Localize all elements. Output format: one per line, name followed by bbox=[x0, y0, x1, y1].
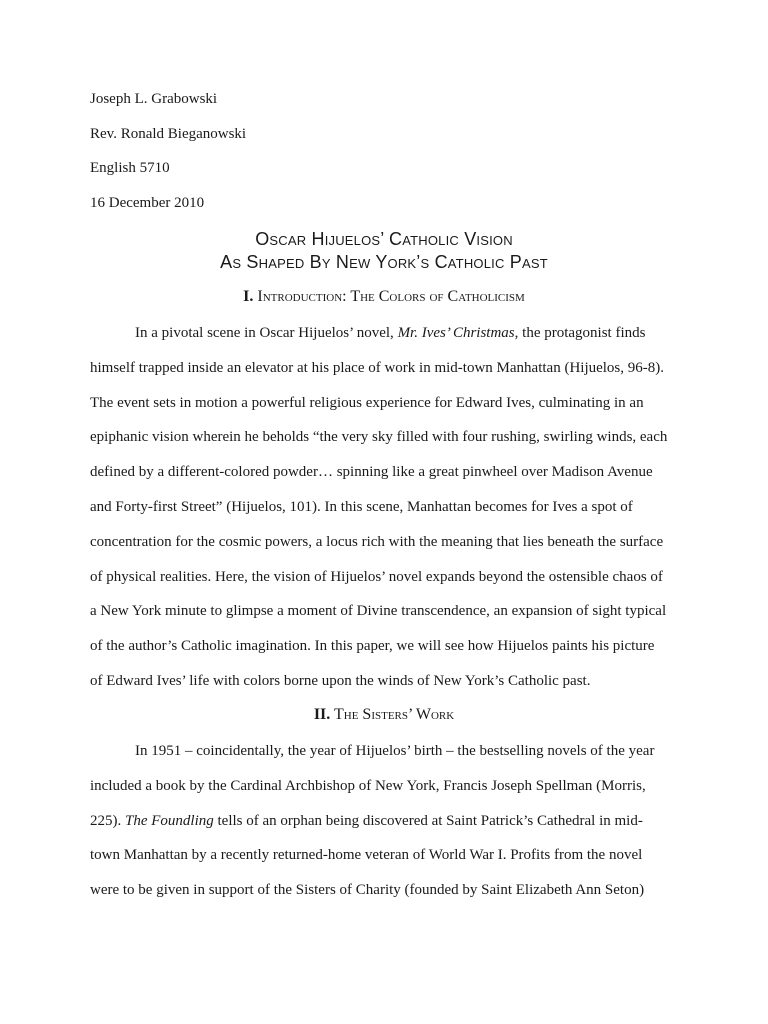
body-text-line: of the author’s Catholic imagination. In this paper, we will see how Hijuelos paints his picture bbox=[90, 638, 655, 655]
body-text-line: In 1951 – coincidentally, the year of Hijuelos’ birth – the bestselling novels of the year bbox=[135, 743, 655, 759]
body-text-line: and Forty-first Street” (Hijuelos, 101). In this scene, Manhattan becomes for Ives a spot of bbox=[90, 499, 633, 515]
section-1-heading bbox=[0, 287, 768, 307]
body-text-line: of Edward Ives’ life with colors borne upon the winds of New York’s Catholic past. bbox=[90, 673, 591, 689]
body-text-line: included a book by the Cardinal Archbishop of New York, Francis Joseph Spellman (Morris, bbox=[90, 777, 646, 794]
body-text-line: In a pivotal scene in Oscar Hijuelos’ novel, Mr. Ives’ Christmas, the protagonist finds bbox=[135, 325, 646, 341]
body-text-line: a New York minute to glimpse a moment of Divine transcendence, an expansion of sight typical bbox=[90, 603, 667, 620]
course-number: English 5710 bbox=[90, 160, 170, 176]
body-text-line: epiphanic vision wherein he beholds “the very sky filled with four rushing, swirling winds, each bbox=[90, 429, 668, 446]
paper-title-line-1: Oscar Hijuelos’ Catholic Vision bbox=[255, 229, 513, 249]
instructor-name: Rev. Ronald Bieganowski bbox=[90, 126, 247, 142]
body-text-line: of physical realities. Here, the vision of Hijuelos’ novel expands beyond the ostensible chaos of bbox=[90, 568, 663, 585]
italic-title: The Foundling bbox=[125, 812, 214, 829]
body-text-line: 225). The Foundling tells of an orphan being discovered at Saint Patrick’s Cathedral in mid- bbox=[90, 812, 643, 829]
section-2-heading bbox=[0, 705, 768, 725]
body-text-line: defined by a different-colored powder… spinning like a great pinwheel over Madison Avenue bbox=[90, 464, 653, 481]
section-2-title: The Sisters’ Work bbox=[333, 706, 455, 723]
body-text-line: town Manhattan by a recently returned-home veteran of World War I. Profits from the novel bbox=[90, 847, 643, 864]
body-text-line: The event sets in motion a powerful religious experience for Edward Ives, culminating in an bbox=[90, 394, 644, 411]
paper-date: 16 December 2010 bbox=[90, 195, 205, 211]
italic-title: Mr. Ives’ Christmas bbox=[397, 325, 515, 341]
author-name: Joseph L. Grabowski bbox=[90, 91, 218, 107]
section-1-title: Introduction: The Colors of Catholicism bbox=[257, 288, 525, 305]
body-text-line: himself trapped inside an elevator at his place of work in mid-town Manhattan (Hijuelos, 96-8). bbox=[90, 359, 665, 376]
body-text-line: concentration for the cosmic powers, a locus rich with the meaning that lies beneath the surface bbox=[90, 533, 664, 550]
body-text-line: were to be given in support of the Sisters of Charity (founded by Saint Elizabeth Ann Seton) bbox=[90, 882, 645, 899]
section-1-number: I. bbox=[243, 288, 254, 305]
section-2-number: II. bbox=[313, 706, 331, 723]
paper-title-line-2: As Shaped By New York’s Catholic Past bbox=[220, 252, 548, 272]
